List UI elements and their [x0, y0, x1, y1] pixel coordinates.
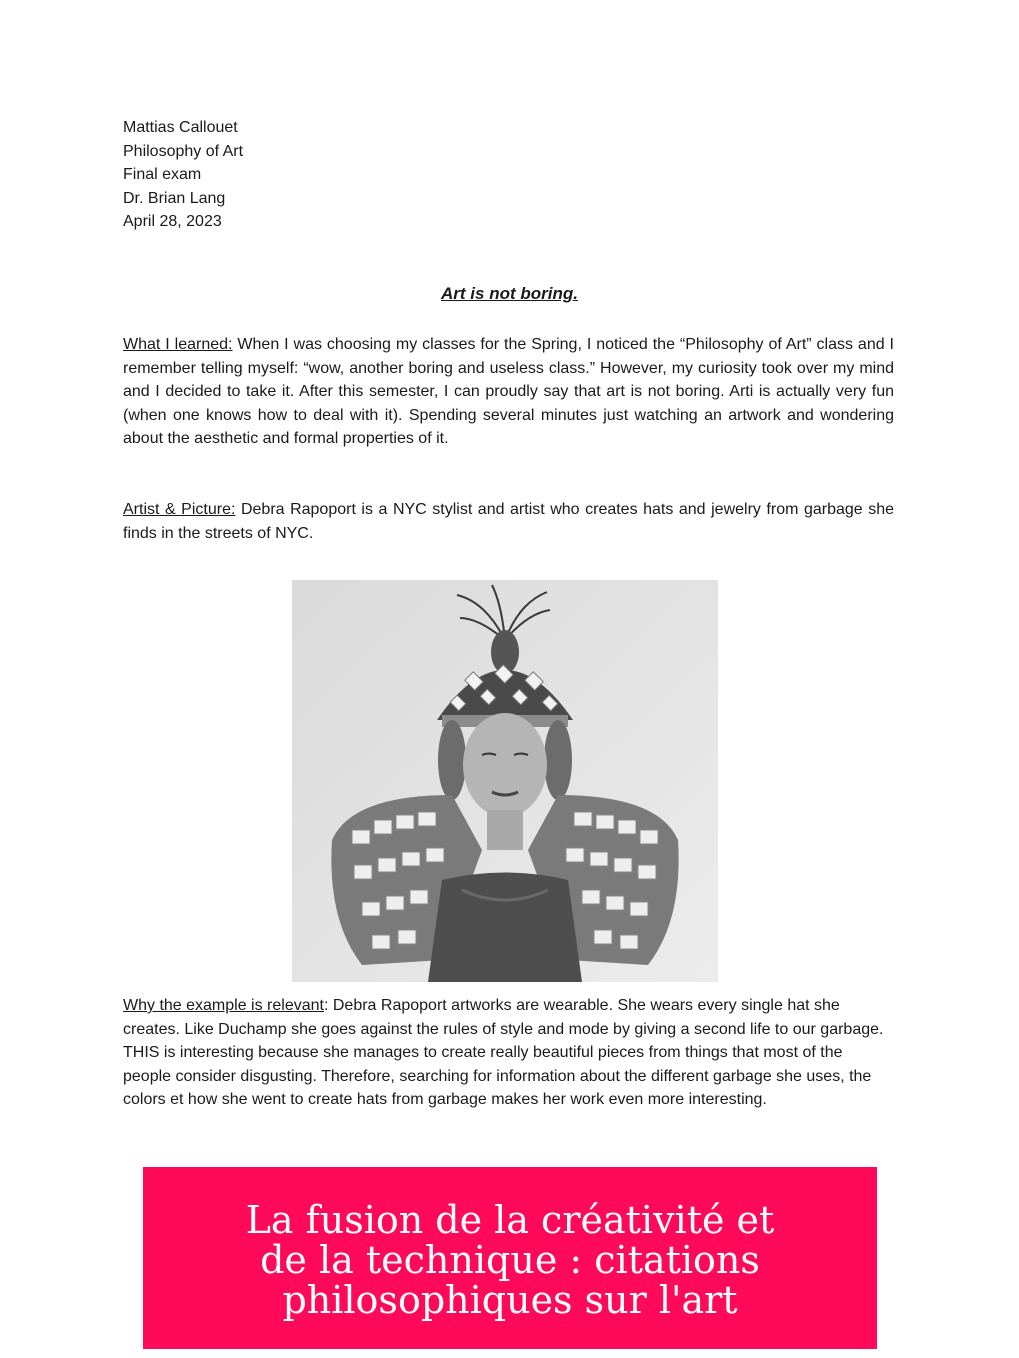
section-body: Debra Rapoport is a NYC stylist and artist who creates hats and jewelry from garbage she finds in the streets of NYC. — [123, 501, 895, 542]
section-why-relevant — [123, 994, 894, 1112]
header-block — [123, 116, 243, 234]
author-name: Mattias Callouet — [123, 119, 238, 136]
document-date: April 28, 2023 — [123, 213, 222, 231]
caption-banner — [143, 1167, 877, 1349]
section-artist-picture — [123, 498, 894, 545]
section-body: When I was choosing my classes for the Spring, I noticed the “Philosophy of Art” class and I remember telling myself: “wow, another boring and useless class.” However, my curiosity took over my mind and I decided to take it. After this semester, I can proudly say that art is not boring. Arti is actually very fun (when one knows how to deal with it). Spending several minutes just watching an artwork and wondering about the aesthetic and formal properties of it. — [123, 336, 895, 448]
section-label: Why the example is relevant — [123, 997, 324, 1014]
section-what-i-learned — [123, 333, 894, 451]
course-name: Philosophy of Art — [123, 142, 244, 160]
document-title: Art is not boring. — [441, 284, 578, 303]
assignment-name: Final exam — [123, 166, 202, 184]
instructor-name: Dr. Brian Lang — [123, 189, 226, 207]
section-body: : Debra Rapoport artworks are wearable. She wears every single hat she creates. Like Duchamp she goes against the rules of style and mode by giving a second life to our garbage. THIS is interesting because she manages to create really beautiful pieces from things that most of the people consider disgusting. Therefore, searching for information about the different garbage she uses, the colors et how she went to create hats from garbage makes her work even more interesting. — [123, 997, 884, 1109]
section-label: Artist & Picture: — [123, 501, 236, 518]
banner-caption: La fusion de la créativité et de la technique : citations philosophiques sur l'art — [245, 1198, 775, 1322]
artwork-photo — [292, 580, 718, 982]
section-label: What I learned: — [123, 336, 233, 353]
artwork-photo-illustration — [292, 580, 718, 982]
